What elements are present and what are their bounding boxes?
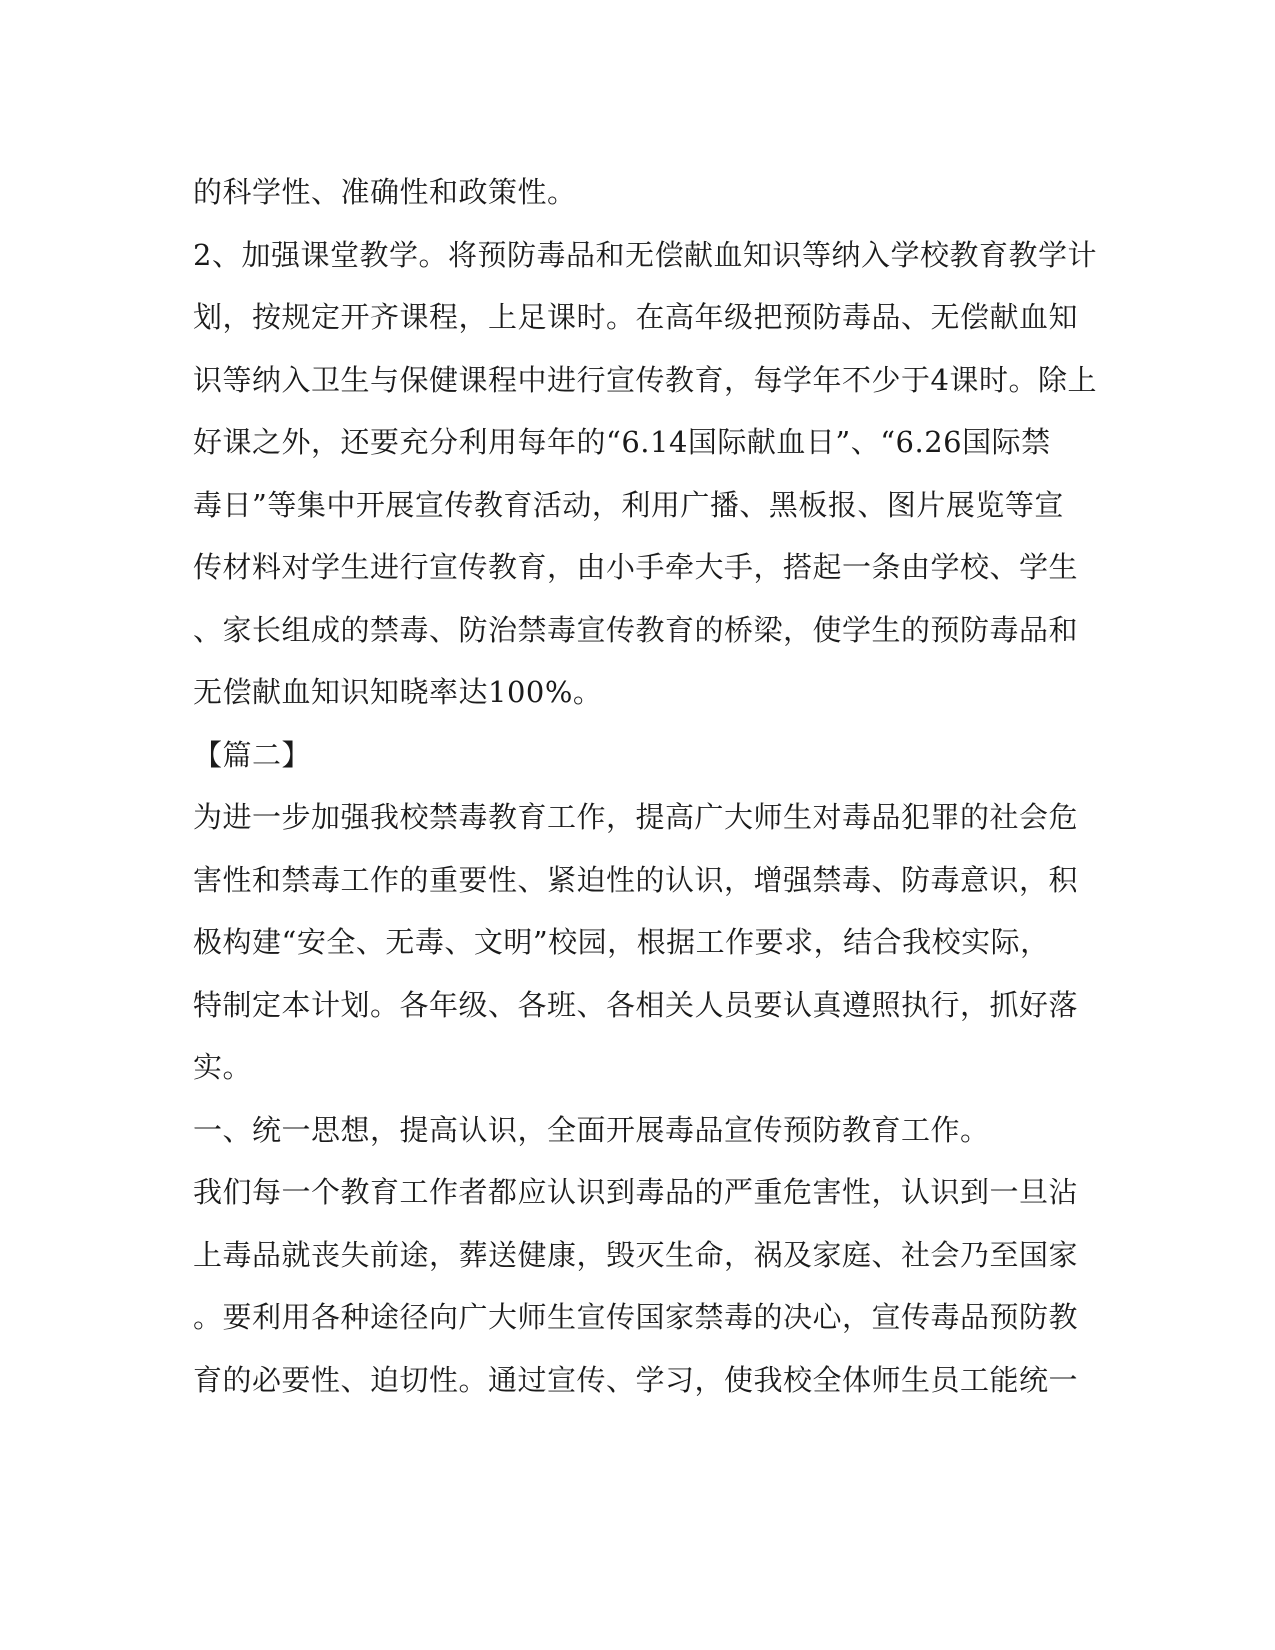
text-line: 识等纳入卫生与保健课程中进行宣传教育，每学年不少于4课时。除上 — [193, 363, 1097, 397]
text-line: 无偿献血知识知晓率达100%。 — [193, 675, 603, 709]
text-line: 毒日”等集中开展宣传教育活动，利用广播、黑板报、图片展览等宣 — [193, 488, 1064, 522]
subheading: 一、统一思想，提高认识，全面开展毒品宣传预防教育工作。 — [193, 1113, 990, 1147]
text-line: 。要利用各种途径向广大师生宣传国家禁毒的决心，宣传毒品预防教 — [193, 1300, 1079, 1334]
text-line: 育的必要性、迫切性。通过宣传、学习，使我校全体师生员工能统一 — [193, 1363, 1079, 1397]
text-line: 传材料对学生进行宣传教育，由小手牵大手，搭起一条由学校、学生 — [193, 550, 1079, 584]
text-line: 害性和禁毒工作的重要性、紧迫性的认识，增强禁毒、防毒意识，积 — [193, 863, 1079, 897]
text-line: 划，按规定开齐课程，上足课时。在高年级把预防毒品、无偿献血知 — [193, 300, 1079, 334]
text-line: 、家长组成的禁毒、防治禁毒宣传教育的桥梁，使学生的预防毒品和 — [193, 613, 1079, 647]
text-line: 极构建“安全、无毒、文明”校园，根据工作要求，结合我校实际， — [193, 925, 1050, 959]
text-line: 我们每一个教育工作者都应认识到毒品的严重危害性，认识到一旦沾 — [193, 1175, 1079, 1209]
text-line: 好课之外，还要充分利用每年的“6.14国际献血日”、“6.26国际禁 — [193, 425, 1051, 459]
text-line: 的科学性、准确性和政策性。 — [193, 175, 577, 209]
text-line: 上毒品就丧失前途，葬送健康，毁灭生命，祸及家庭、社会乃至国家 — [193, 1238, 1079, 1272]
text-line: 为进一步加强我校禁毒教育工作，提高广大师生对毒品犯罪的社会危 — [193, 800, 1079, 834]
text-line: 特制定本计划。各年级、各班、各相关人员要认真遵照执行，抓好落 — [193, 988, 1079, 1022]
section-heading: 【篇二】 — [193, 738, 312, 772]
text-line: 2、加强课堂教学。将预防毒品和无偿献血知识等纳入学校教育教学计 — [193, 238, 1097, 272]
text-line: 实。 — [193, 1050, 253, 1084]
